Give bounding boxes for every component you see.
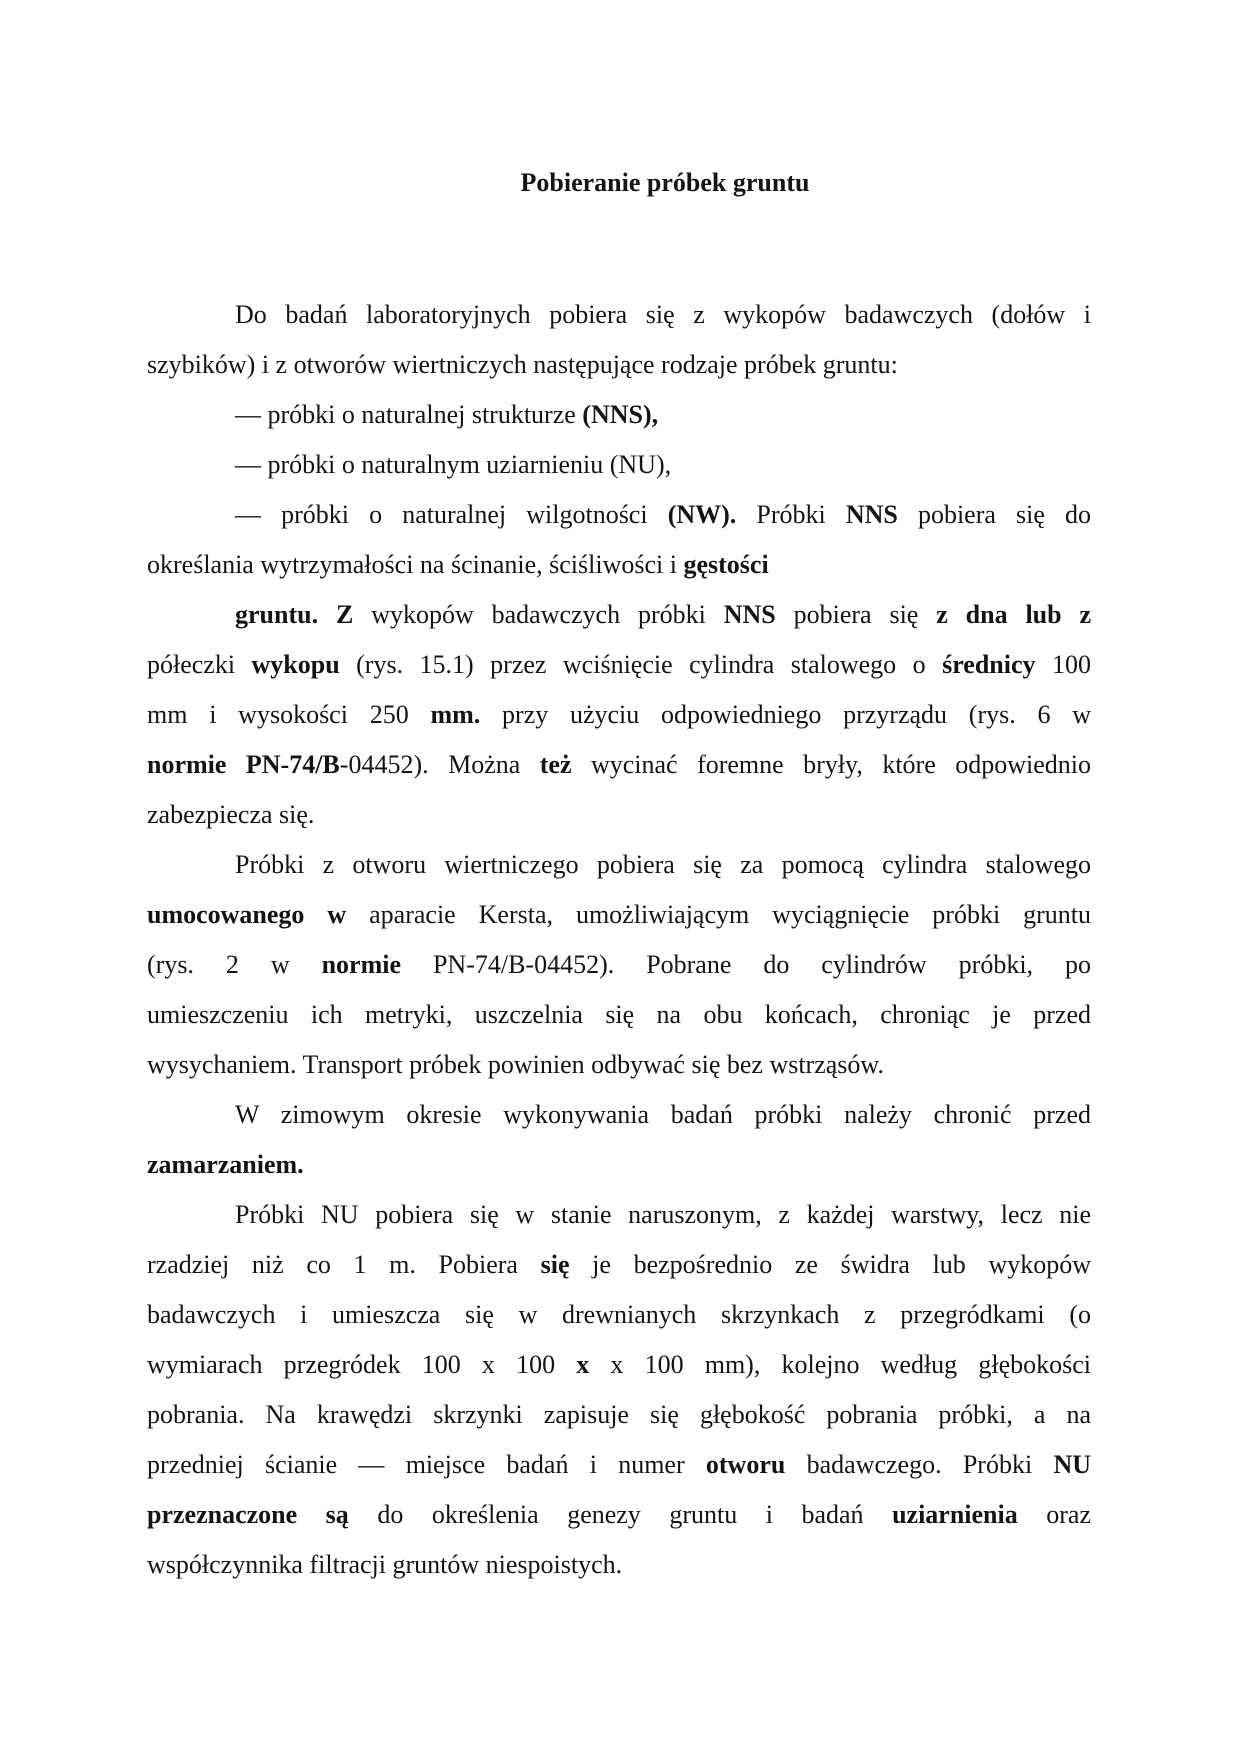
bold-run: normie PN-74/B <box>147 750 340 779</box>
bold-run: NNS <box>723 600 776 629</box>
bold-run: umocowanego w <box>147 900 347 929</box>
text-run: wykopów badawczych próbki <box>353 600 724 629</box>
paragraph-line <box>147 1348 1091 1382</box>
bold-run: przeznaczone są <box>147 1500 349 1529</box>
paragraph-line <box>235 1098 1091 1132</box>
text-run: Próbki NU pobiera się w stanie naruszonym, z każdej warstwy, lecz nie <box>235 1200 1091 1229</box>
bold-run: x <box>576 1350 590 1379</box>
text-run: pobiera się <box>775 600 937 629</box>
text-run: badawczych i umieszcza się w drewnianych skrzynkach z przegródkami (o <box>147 1300 1091 1329</box>
list-item <box>235 398 658 432</box>
paragraph-line <box>147 1148 304 1182</box>
text-run: — próbki o naturalnej wilgotności <box>235 500 668 529</box>
text-run: badawczego. Próbki <box>785 1450 1054 1479</box>
paragraph-line <box>235 848 1091 882</box>
bold-run: wykopu <box>251 650 340 679</box>
text-run: PN-74/B <box>432 950 526 979</box>
bold-run: (NNS), <box>582 400 659 429</box>
text-run: Próbki z otworu wiertniczego pobiera się za pomocą cylindra stalowego <box>235 850 1091 879</box>
text-run: (rys. 15.1) przez wciśnięcie cylindra stalowego o <box>339 650 943 679</box>
bold-run: gęstości <box>683 550 769 579</box>
text-run: je bezpośrednio ze świdra lub wykopów <box>569 1250 1092 1279</box>
bold-run: mm. <box>430 700 481 729</box>
paragraph-line <box>147 1248 1091 1282</box>
text-run: zabezpiecza się. <box>147 800 315 829</box>
bold-run: NNS <box>845 500 898 529</box>
paragraph-line <box>147 1048 884 1082</box>
bold-run: normie <box>321 950 401 979</box>
bold-run: Z <box>335 600 354 629</box>
text-run <box>401 950 433 979</box>
text-run: wysychaniem. Transport próbek powinien odbywać się bez wstrząsów. <box>147 1050 885 1079</box>
text-run: Do badań laboratoryjnych pobiera się z wykopów badawczych (dołów i <box>235 300 1091 329</box>
list-item <box>235 498 1091 532</box>
text-run: x 100 mm), kolejno według głębokości <box>589 1350 1091 1379</box>
paragraph-line <box>147 1398 1091 1432</box>
paragraph-line <box>147 1448 1091 1482</box>
paragraph-line <box>147 348 898 382</box>
bold-run: zamarzaniem. <box>147 1150 304 1179</box>
text-run: W zimowym okresie wykonywania badań próbki należy chronić przed <box>235 1100 1091 1129</box>
text-run: pobiera się do <box>897 500 1092 529</box>
paragraph-line <box>235 1198 1091 1232</box>
text-run: Próbki <box>736 500 846 529</box>
paragraph-line <box>147 998 1091 1032</box>
paragraph-line <box>147 948 1091 982</box>
text-run: wymiarach przegródek 100 x 100 <box>147 1350 577 1379</box>
text-run: -04452). Można <box>339 750 540 779</box>
paragraph-line <box>147 1298 1091 1332</box>
text-run: szybików) i z otworów wiertniczych następujące rodzaje próbek gruntu: <box>147 350 898 379</box>
bold-run: się <box>540 1250 570 1279</box>
text-run: określania wytrzymałości na ścinanie, ściśliwości i <box>147 550 684 579</box>
text-run: przy użyciu odpowiedniego przyrządu (rys. 6 w <box>480 700 1091 729</box>
bold-run: gruntu. <box>235 600 319 629</box>
paragraph-line <box>147 548 769 582</box>
document-title: Pobieranie próbek gruntu <box>520 168 810 197</box>
text-run: współczynnika filtracji gruntów niespoistych. <box>147 1550 623 1579</box>
text-run: pobrania. Na krawędzi skrzynki zapisuje się głębokość pobrania próbki, a na <box>147 1400 1091 1429</box>
text-run: 100 <box>1035 650 1091 679</box>
text-run: — próbki o naturalnym uziarnieniu (NU), <box>235 450 672 479</box>
paragraph-line <box>147 898 1091 932</box>
text-run: umieszczeniu ich metryki, uszczelnia się na obu końcach, chroniąc je przed <box>147 1000 1091 1029</box>
paragraph-line <box>147 698 1091 732</box>
list-item <box>235 448 671 482</box>
text-run: wycinać foremne bryły, które odpowiednio <box>571 750 1091 779</box>
paragraph-line <box>147 798 314 832</box>
paragraph-line <box>147 748 1091 782</box>
bold-run: uziarnienia <box>892 1500 1018 1529</box>
paragraph-line <box>235 298 1091 332</box>
text-run: do określenia genezy gruntu i badań <box>348 1500 893 1529</box>
bold-run: z dna lub z <box>936 600 1092 629</box>
paragraph-line <box>235 598 1091 632</box>
text-run: (rys. 2 w <box>147 950 322 979</box>
text-run: mm i wysokości 250 <box>147 700 431 729</box>
paragraph-line <box>147 1498 1091 1532</box>
text-run: -04452). Pobrane do cylindrów próbki, po <box>525 950 1091 979</box>
bold-run: NU <box>1053 1450 1091 1479</box>
text-run: aparacie Kersta, umożliwiającym wyciągnięcie próbki gruntu <box>346 900 1091 929</box>
text-run: — próbki o naturalnej strukturze <box>235 400 583 429</box>
bold-run: (NW). <box>667 500 737 529</box>
paragraph-line <box>147 1548 622 1582</box>
bold-run: też <box>539 750 572 779</box>
text-run: przedniej ścianie — miejsce badań i numer <box>147 1450 706 1479</box>
bold-run: otworu <box>705 1450 786 1479</box>
text-run <box>318 600 336 629</box>
paragraph-line <box>147 648 1091 682</box>
text-run: oraz <box>1017 1500 1091 1529</box>
text-run: półeczki <box>147 650 252 679</box>
text-run: rzadziej niż co 1 m. Pobiera <box>147 1250 541 1279</box>
bold-run: średnicy <box>942 650 1036 679</box>
